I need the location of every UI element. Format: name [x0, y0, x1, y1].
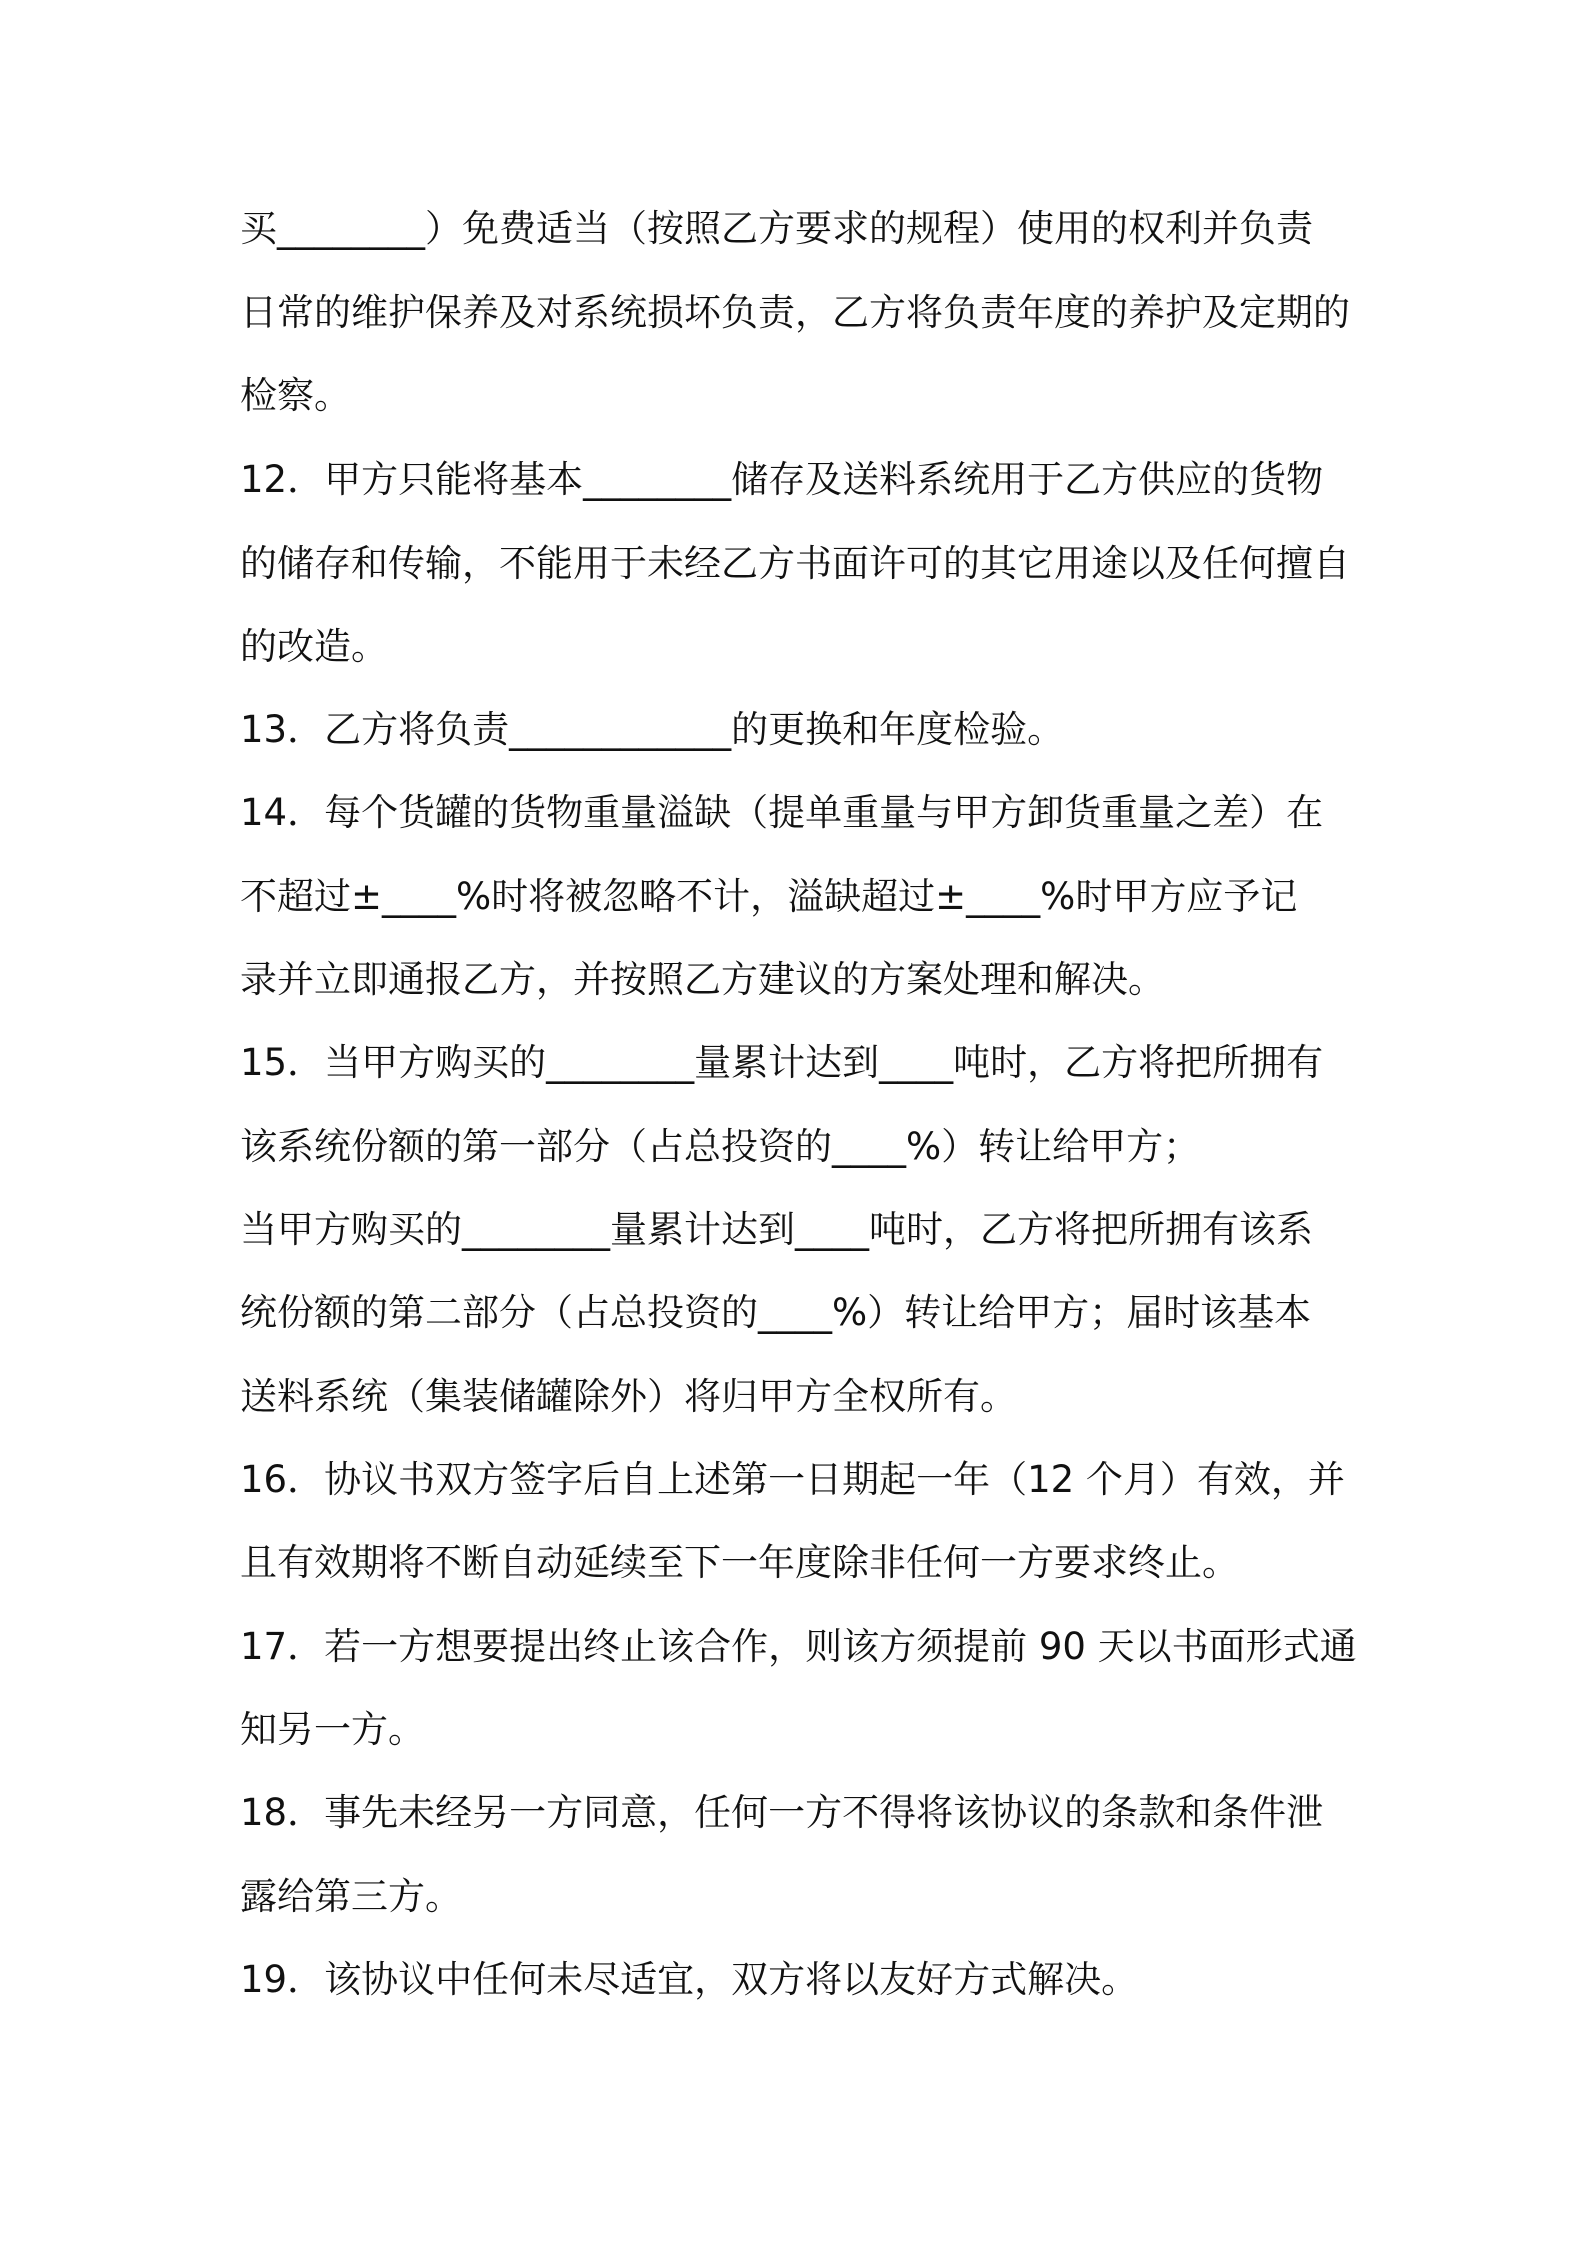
- text-line: 15．当甲方购买的________量累计达到____吨时，乙方将把所拥有: [240, 1041, 1324, 1084]
- text-line: 录并立即通报乙方，并按照乙方建议的方案处理和解决。: [240, 958, 1165, 1001]
- text-line: 18．事先未经另一方同意，任何一方不得将该协议的条款和条件泄: [240, 1791, 1324, 1834]
- text-line: 17．若一方想要提出终止该合作，则该方须提前 90 天以书面形式通: [240, 1625, 1357, 1668]
- text-line: 日常的维护保养及对系统损坏负责，乙方将负责年度的养护及定期的: [240, 291, 1350, 334]
- text-line: 且有效期将不断自动延续至下一年度除非任何一方要求终止。: [240, 1541, 1239, 1584]
- text-line: 13．乙方将负责____________的更换和年度检验。: [240, 708, 1065, 751]
- text-line: 的改造。: [240, 625, 388, 668]
- text-line: 知另一方。: [240, 1708, 425, 1751]
- text-line: 露给第三方。: [240, 1875, 462, 1918]
- text-line: 统份额的第二部分（占总投资的____%）转让给甲方；届时该基本: [240, 1291, 1312, 1334]
- text-line: 当甲方购买的________量累计达到____吨时，乙方将把所拥有该系: [240, 1208, 1313, 1251]
- text-line: 送料系统（集装储罐除外）将归甲方全权所有。: [240, 1375, 1017, 1418]
- text-line: 12．甲方只能将基本________储存及送料系统用于乙方供应的货物: [240, 458, 1324, 501]
- text-line: 16．协议书双方签字后自上述第一日期起一年（12 个月）有效，并: [240, 1458, 1345, 1501]
- text-line: 检察。: [240, 374, 351, 417]
- text-line: 14．每个货罐的货物重量溢缺（提单重量与甲方卸货重量之差）在: [240, 791, 1324, 834]
- text-line: 的储存和传输，不能用于未经乙方书面许可的其它用途以及任何擅自: [240, 542, 1350, 585]
- text-line: 该系统份额的第一部分（占总投资的____%）转让给甲方；: [240, 1125, 1201, 1168]
- text-line: 19．该协议中任何未尽适宜，双方将以友好方式解决。: [240, 1958, 1139, 2001]
- text-line: 买________）免费适当（按照乙方要求的规程）使用的权利并负责: [240, 207, 1313, 250]
- text-line: 不超过±____%时将被忽略不计，溢缺超过±____%时甲方应予记: [240, 875, 1298, 918]
